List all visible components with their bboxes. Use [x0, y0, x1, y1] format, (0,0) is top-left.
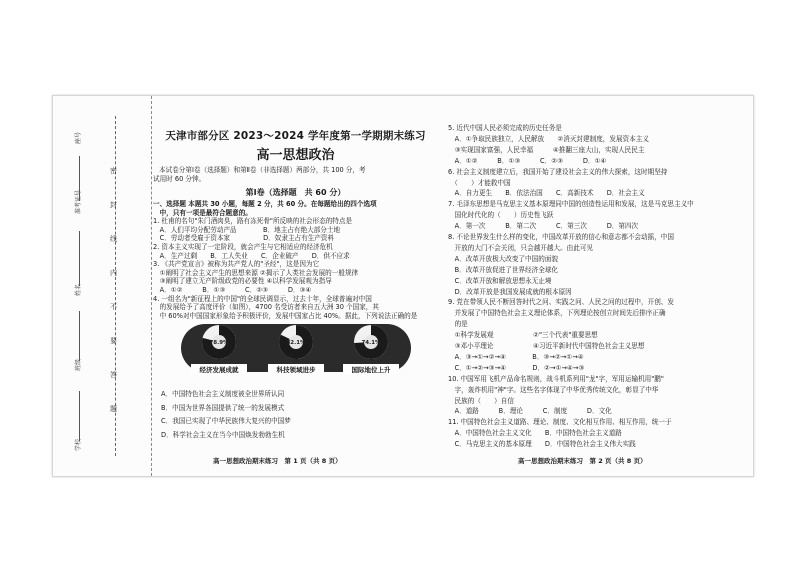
- question-line: A．③→①→②→④ B．③→②→①→④: [448, 352, 584, 361]
- seal-word: 密: [110, 167, 117, 175]
- answer-option: D．科学社会主义在当今中国焕发勃勃生机: [161, 430, 285, 439]
- seal-word: 封: [110, 201, 117, 209]
- intro-line-1: 本试卷分第Ⅰ卷（选择题）和第Ⅱ卷（非选择题）两部分，共 100 分，考: [159, 166, 366, 174]
- question-line: C．①→②→③→④ D．②→①→④→③: [448, 363, 585, 372]
- question-line: A．①② B．①③ C．②③ D．③④: [153, 286, 312, 294]
- poll-chart-svg: [181, 314, 411, 382]
- seal-word: 要: [110, 337, 117, 345]
- footer-right: 高一思想政治期末练习 第 2 页（共 8 页）: [518, 457, 647, 465]
- answer-option: A．中国特色社会主义制度被全世界所认同: [161, 390, 285, 398]
- question-line: ①科学发展观 ②"三个代表"重要思想: [448, 331, 598, 340]
- pie-value-label: 82.1%: [286, 340, 306, 346]
- question-line: 的发展给予了高度评价（如图），4700 名受访者来自五大洲 30 个国家，其: [153, 303, 379, 312]
- footer-left: 高一思想政治期末练习 第 1 页（共 8 页）: [213, 457, 342, 465]
- class-label: 班级: [75, 358, 82, 371]
- question-line: 字，轰炸机用"神"字。这些名字体现了中华优秀传统文化，彰显了中华: [448, 385, 659, 394]
- question-line: A．中国特色社会主义文化 B．中国特色社会主义道路: [448, 429, 622, 438]
- question-line: 中，只有一项是最符合题意的。: [153, 208, 252, 217]
- question-line: 并发展了中国特色社会主义理论体系，下列理论按创立时间先后排序正确: [448, 309, 666, 318]
- seal-word: 题: [110, 405, 117, 413]
- question-line: B．改革开放促进了世界经济全球化: [448, 265, 559, 274]
- question-line: A．①② B．①③ C．②③ D．①④: [448, 156, 607, 165]
- question-line: C．马克思主义的基本原理 D．中国特色社会主义伟大实践: [448, 440, 636, 449]
- school-fill-line: [79, 391, 81, 441]
- question-line: A．生产过剩 B．工人失业 C．企业破产 D．供不应求: [153, 251, 350, 260]
- question-line: 5. 近代中国人民必须完成的历史任务是: [448, 124, 562, 132]
- series-name-label: 科技领域进步: [276, 366, 316, 374]
- name-fill-line: [79, 231, 81, 286]
- answer-option: B．中国为世界各国提供了统一的发展模式: [161, 403, 285, 412]
- seal-word: 线: [110, 235, 117, 243]
- question-line: 7. 毛泽东思想是马克思主义基本原理同中国的创造性运用和发展，这是马克思主义中: [448, 200, 694, 209]
- question-line: 6. 社会主义制度建立后，我国开始了建设社会主义的伟大探索，这时期坚持: [448, 167, 668, 176]
- question-line: 8. 不论世界发生什么样的变化，中国改革开放的信心和意志都不会动摇，中国: [448, 233, 674, 241]
- question-line: A．道路 B．理论 C．制度 D．文化: [448, 407, 612, 416]
- question-line: A．人们平均分配劳动产品 B．地主占有绝大部分土地: [153, 225, 341, 234]
- question-line: 9. 党在带领人民不断回答时代之问、实践之问、人民之问的过程中，开创、发: [448, 298, 674, 307]
- pie-value-label: 78.9%: [209, 340, 229, 346]
- poll-chart: [181, 314, 411, 382]
- left-column: [153, 96, 438, 476]
- question-line: D．改革开放是我国发展成就的根本原因: [448, 287, 572, 296]
- seal-word: 答: [110, 371, 117, 379]
- binding-margin: [53, 96, 152, 476]
- question-line: ③实现国家富强，人民幸福 ④推翻三座大山，实现人民民主: [448, 145, 645, 154]
- question-line: 3. 《共产党宣言》被称为共产党人的"圣经"，这是因为它: [153, 260, 320, 269]
- answer-option: C．我国已实现了中华民族伟大复兴的中国梦: [161, 417, 291, 425]
- question-line: 国化时代化的（ ）历史性飞跃: [448, 211, 554, 220]
- series-name-label: 国际地位上升: [351, 366, 391, 374]
- right-column: [448, 96, 748, 476]
- question-line: ③邓小平理论 ④习近平新时代中国特色社会主义思想: [448, 342, 645, 350]
- question-line: 开放的大门不会关闭，只会越开越大。由此可见: [448, 243, 594, 252]
- question-line: 2. 资本主义实现了一定阶段，就会产生与它相适应的经济危机: [153, 243, 333, 251]
- name-label: 姓名: [75, 283, 82, 296]
- question-line: A．第一次 B．第二次 C．第三次 D．第四次: [448, 222, 639, 231]
- exam-title: 天津市部分区 2023～2024 学年度第一学期期末练习: [165, 130, 426, 142]
- question-line: 10. 中国军用飞机产品命名规则，战斗机系列用"龙"字，军用运输机用"鹏": [448, 374, 664, 383]
- question-line: 1. 杜甫的名句"朱门酒肉臭，路有冻死骨"所反映的社会形态的特点是: [153, 217, 353, 226]
- question-line: 一、选择题 本题共 30 小题，每题 2 分，共 60 分。在每题给出的四个选项: [153, 200, 377, 208]
- question-line: ①阐明了社会主义产生的思想来源 ②揭示了人类社会发展的一般规律: [153, 268, 359, 277]
- question-line: 的是: [448, 320, 468, 329]
- series-name-label: 经济发展成就: [199, 366, 239, 374]
- question-line: 11. 中国特色社会主义道路、理论、制度、文化相互作用、相互作用，统一于: [448, 418, 672, 427]
- question-line: 4. 一组名为"新征程上的中国"的全球民调显示，过去十年，全球普遍对中国: [153, 294, 372, 303]
- seat-label: 座号: [75, 131, 82, 144]
- question-line: A．改革开放极大改变了中国的面貌: [448, 254, 559, 263]
- question-line: ③阐明了建立无产阶级政党的必要性 ④以科学发展观为指导: [153, 277, 332, 286]
- exam-no-label: 准考证号: [75, 189, 82, 214]
- question-line: 民族的（ ）自信: [448, 396, 514, 405]
- question-line: C．改革开放和解放思想永无止境: [448, 276, 552, 285]
- question-line: A．自力更生 B．依法治国 C．高新技术 D．社会主义: [448, 189, 645, 198]
- exam-subject: 高一思想政治: [256, 148, 335, 163]
- class-fill-line: [79, 311, 81, 361]
- exam-no-fill-line: [79, 156, 81, 201]
- question-line: 中 60%对中国国家形象给予积极评价，发展中国家占比 40%。据此，下列说法正确的是: [153, 311, 418, 320]
- section-title: 第Ⅰ卷（选择题 共 60 分）: [245, 188, 346, 197]
- question-line: C．劳动者受雇于资本家 D．奴隶主占有生产资料: [153, 234, 335, 243]
- pie-value-label: 74.1%: [361, 340, 381, 346]
- school-label: 学校: [75, 438, 82, 451]
- seal-word: 不: [110, 303, 117, 311]
- exam-sheet: [52, 95, 754, 477]
- question-line: （ ）才能救中国: [448, 178, 511, 187]
- seal-word: 内: [110, 269, 117, 277]
- question-line: A．①争取民族独立，人民解放 ②消灭封建制度，发展资本主义: [448, 134, 649, 143]
- intro-line-2: 试用时 60 分钟。: [153, 175, 206, 183]
